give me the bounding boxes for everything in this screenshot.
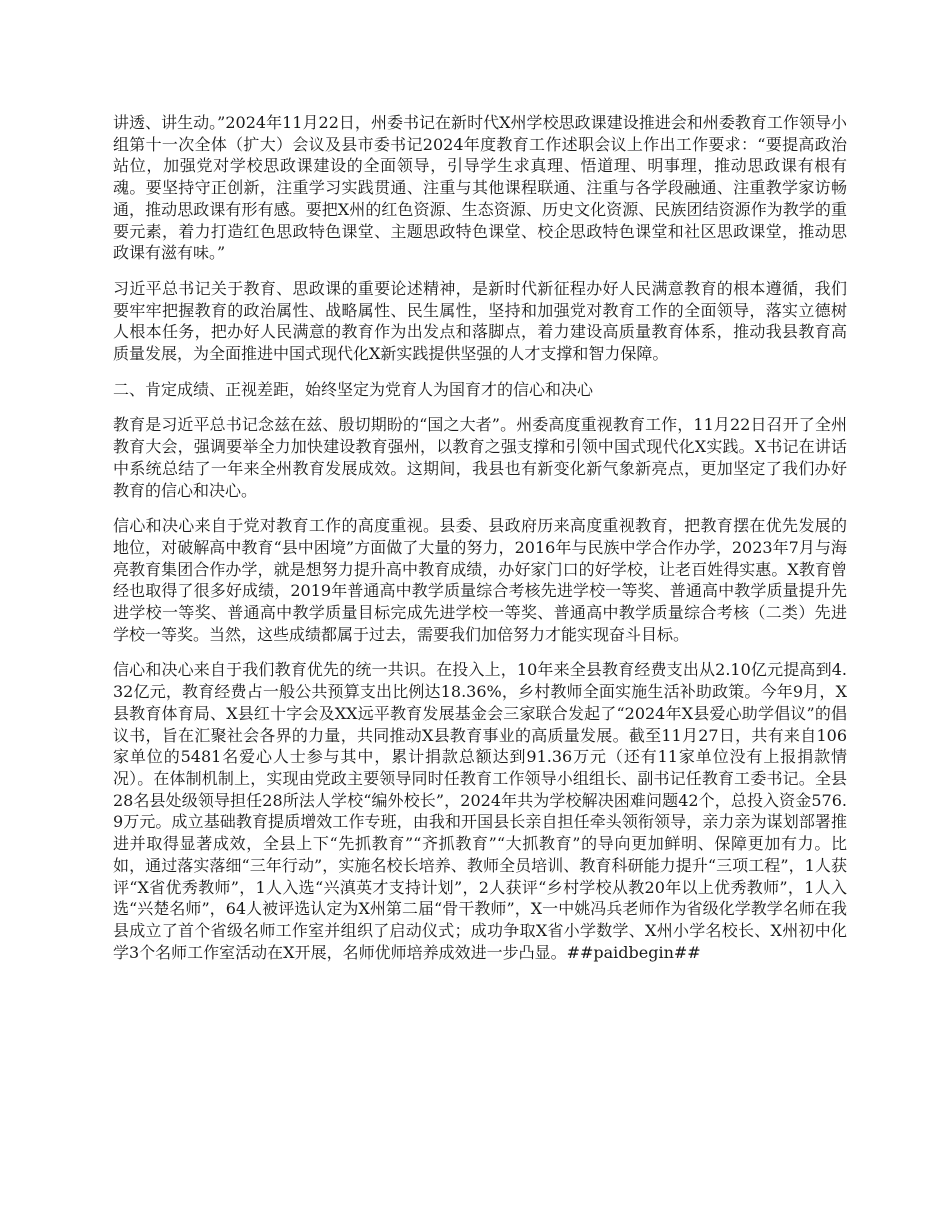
paragraph-education-priority: 教育是习近平总书记念兹在兹、殷切期盼的“国之大者”。州委高度重视教育工作，11月22日召开了全州教育大会，强调要举全力加快建设教育强州，以教育之强支撑和引领中国式现代化X实践。X书记在讲话中系统总结了一年来全州教育发展成效。这期间，我县也有新变化新气象新亮点，更加坚定了我们办好教育的信心和决心。 — [113, 415, 847, 500]
paragraph-party-attention: 信心和决心来自于党对教育工作的高度重视。县委、县政府历来高度重视教育，把教育摆在优先发展的地位，对破解高中教育“县中困境”方面做了大量的努力，2016年与民族中学合作办学，2023年7月与海亮教育集团合作办学，就是想努力提升高中教育成绩，办好家门口的好学校，让老百姓得实惠。X教育曾经也取得了很多好成绩，2019年普通高中教学质量综合考核先进学校一等奖、普通高中教学质量提升先进学校一等奖、普通高中教学质量目标完成先进学校一等奖、普通高中教学质量综合考核（二类）先进学校一等奖。当然，这些成绩都属于过去，需要我们加倍努力才能实现奋斗目标。 — [113, 516, 847, 644]
paragraph-consensus: 信心和决心来自于我们教育优先的统一共识。在投入上，10年来全县教育经费支出从2.10亿元提高到4.32亿元，教育经费占一般公共预算支出比例达18.36%，乡村教师全面实施生活补助政策。今年9月，X县教育体育局、X县红十字会及XX远平教育发展基金会三家联合发起了“2024年X县爱心助学倡议”的倡议书，旨在汇聚社会各界的力量，共同推动X县教育事业的高质量发展。截至11月27日，共有来自106家单位的5481名爱心人士参与其中，累计捐款总额达到91.36万元（还有11家单位没有上报捐款情况）。在体制机制上，实现由党政主要领导同时任教育工作领导小组组长、副书记任教育工委书记。全县28名县处级领导担任28所法人学校“编外校长”，2024年共为学校解决困难问题42个，总投入资金576.9万元。成立基础教育提质增效工作专班，由我和开国县长亲自担任牵头领衔领导，亲力亲为谋划部署推进并取得显著成效，全县上下“先抓教育”“齐抓教育”“大抓教育”的导向更加鲜明、保障更加有力。比如，通过落实落细“三年行动”，实施名校长培养、教师全员培训、教育科研能力提升“三项工程”，1人获评“X省优秀教师”，1人入选“兴滇英才支持计划”，2人获评“乡村学校从教20年以上优秀教师”，1人入选“兴楚名师”，64人被评选认定为X州第二届“骨干教师”，X一中姚冯兵老师作为省级化学教学名师在我县成立了首个省级名师工作室并组织了启动仪式；成功争取X省小学数学、X州小学名校长、X州初中化学3个名师工作室活动在X开展，名师优师培养成效进一步凸显。##paidbegin## — [113, 660, 847, 962]
paragraph-intro-quote: 讲透、讲生动。”2024年11月22日，州委书记在新时代X州学校思政课建设推进会和州委教育工作领导小组第十一次全体（扩大）会议及县市委书记2024年度教育工作述职会议上作出工作要求：“要提高政治站位，加强党对学校思政课建设的全面领导，引导学生求真理、悟道理、明事理，推动思政课有根有魂。要坚持守正创新，注重学习实践贯通、注重与其他课程联通、注重与各学段融通、注重教学家访畅通，推动思政课有形有感。要把X州的红色资源、生态资源、历史文化资源、民族团结资源作为教学的重要元素，着力打造红色思政特色课堂、主题思政特色课堂、校企思政特色课堂和社区思政课堂，推动思政课有滋有味。” — [113, 113, 847, 263]
document-body — [113, 112, 847, 977]
paragraph-xi-remarks: 习近平总书记关于教育、思政课的重要论述精神，是新时代新征程办好人民满意教育的根本遵循，我们要牢牢把握教育的政治属性、战略属性、民生属性，坚持和加强党对教育工作的全面领导，落实立德树人根本任务，把办好人民满意的教育作为出发点和落脚点，着力建设高质量教育体系，推动我县教育高质量发展，为全面推进中国式现代化X新实践提供坚强的人才支撑和智力保障。 — [113, 278, 847, 364]
section-heading-2: 二、肯定成绩、正视差距，始终坚定为党育人为国育才的信心和决心 — [113, 379, 594, 399]
